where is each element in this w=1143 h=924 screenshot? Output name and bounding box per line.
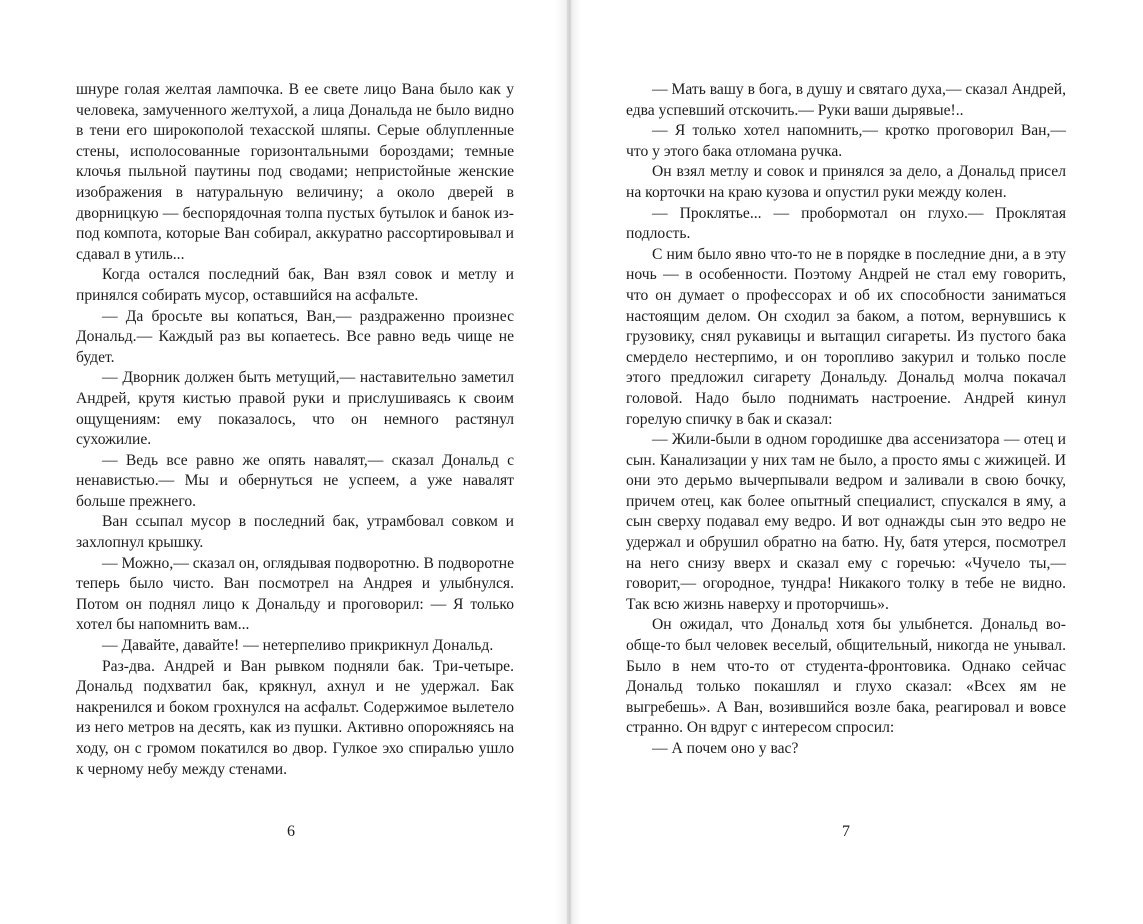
paragraph: Раз-два. Андрей и Ван рывком подняли бак. Три-четыре. Дональд подхватил бак, крякнул, ахнул и не удержал. Бак накренился и боком грохнулся на асфальт. Содержимое вылетело из него метров на десять, как из пушки. Активно опорожняясь на ходу, он с громом покатился во двор. Гулкое эхо спиралью ушло к черному небу между стенами. bbox=[76, 657, 514, 778]
paragraph: Он ожидал, что Дональд хотя бы улыбнется. Дональд вообще-то был человек веселый, общительный, никогда не унывал. Было в нем что-то от студента-фронтовика. Однако сейчас Дональд только покашлял и глухо сказал: «Всех ям не выгребешь». А Ван, возившийся возле бака, реагировал и вовсе странно. Он вдруг с интересом спросил: bbox=[626, 616, 1066, 737]
paragraph: шнуре голая желтая лампочка. В ее свете лицо Вана было как у человека, замученного желтухой, а лица Дональда не было видно в тени его широкополой техасской шляпы. Серые облупленные стены, исполосованные горизонтальными бороздами; темные клочья пыльной паутины под сводами; непристойные женские изображения в натуральную величину; а около дверей в дворницкую — беспорядочная толпа пустых бутылок и банок из-под компота, которые Ван собирал, аккуратно рассортировывал и сдавал в утиль... bbox=[76, 81, 514, 263]
paragraph: — Проклятье... — пробормотал он глухо.— Проклятая подлость. bbox=[626, 204, 1066, 243]
page-number-left: 6 bbox=[287, 823, 295, 840]
paragraph: Он взял метлу и совок и принялся за дело, а Дональд присел на корточки на краю кузова и опустил руки между колен. bbox=[626, 163, 1066, 201]
paragraph: Когда остался последний бак, Ван взял совок и метлу и принялся собирать мусор, оставшийся на асфальте. bbox=[76, 266, 514, 304]
right-page bbox=[571, 0, 1143, 924]
paragraph: С ним было явно что-то не в порядке в последние дни, а в эту ночь — в особенности. Поэтому Андрей не стал ему говорить, что он думает о профессорах и об их способности заниматься настоящим делом. Он сходил за баком, а потом, вернувшись к грузовику, снял рукавицы и вытащил сигареты. Из пустого бака смердело нестерпимо, и он торопливо закурил и только после этого предложил сигарету Дональду. Дональд молча покачал головой. Надо было поднимать настроение. Андрей кинул горелую спичку в бак и сказал: bbox=[626, 245, 1066, 428]
right-page-text bbox=[626, 80, 1066, 760]
left-page-text bbox=[76, 80, 514, 780]
paragraph: Ван ссыпал мусор в последний бак, утрамбовал совком и захлопнул крышку. bbox=[76, 513, 514, 552]
paragraph: — Да бросьте вы копаться, Ван,— раздраженно произнес Дональд.— Каждый раз вы копаетесь. Все равно ведь чище не будет. bbox=[76, 307, 514, 366]
paragraph: — Дворник должен быть метущий,— наставительно заметил Андрей, крутя кистью правой руки и прислушиваясь к своим ощущениям: ему показалось, что он немного растянул сухожилие. bbox=[76, 369, 514, 449]
book-gutter-shadow bbox=[555, 0, 581, 924]
paragraph: — Ведь все равно же опять навалят,— сказал Дональд с ненавистью.— Мы и обернуться не успеем, а уже навалят больше прежнего. bbox=[76, 451, 514, 510]
page-number-right: 7 bbox=[842, 823, 850, 840]
paragraph: — Мать вашу в бога, в душу и святаго духа,— сказал Андрей, едва успевший отскочить.— Руки ваши дырявые!.. bbox=[626, 81, 1066, 119]
paragraph: — Жили-были в одном городишке два ассенизатора — отец и сын. Канализации у них там не было, а просто ямы с жижицей. И они это дерьмо вычерпывали ведром и заливали в свою бочку, причем отец, как более опытный специалист, спускался в яму, а сын сверху подавал ему ведро. И вот однажды сын это ведро не удержал и обрушил обратно на батю. Ну, батя утерся, посмотрел на него снизу вверх и сказал ему с горечью: «Чучело ты,— говорит,— огородное, тундра! Никакого толку в тебе не видно. Так всю жизнь наверху и проторчишь». bbox=[626, 431, 1066, 613]
paragraph: — Давайте, давайте! — нетерпеливо прикрикнул Дональд. bbox=[102, 637, 494, 655]
paragraph: — Я только хотел напомнить,— кротко проговорил Ван,— что у этого бака отломана ручка. bbox=[626, 122, 1066, 160]
left-page bbox=[0, 0, 567, 924]
paragraph: — Можно,— сказал он, оглядывая подворотню. В подворотне теперь было чисто. Ван посмотрел на Андрея и улыбнулся. Потом он поднял лицо к Дональду и проговорил: — Я только хотел бы напомнить вам... bbox=[76, 554, 514, 634]
paragraph: — А почем оно у вас? bbox=[652, 740, 799, 757]
